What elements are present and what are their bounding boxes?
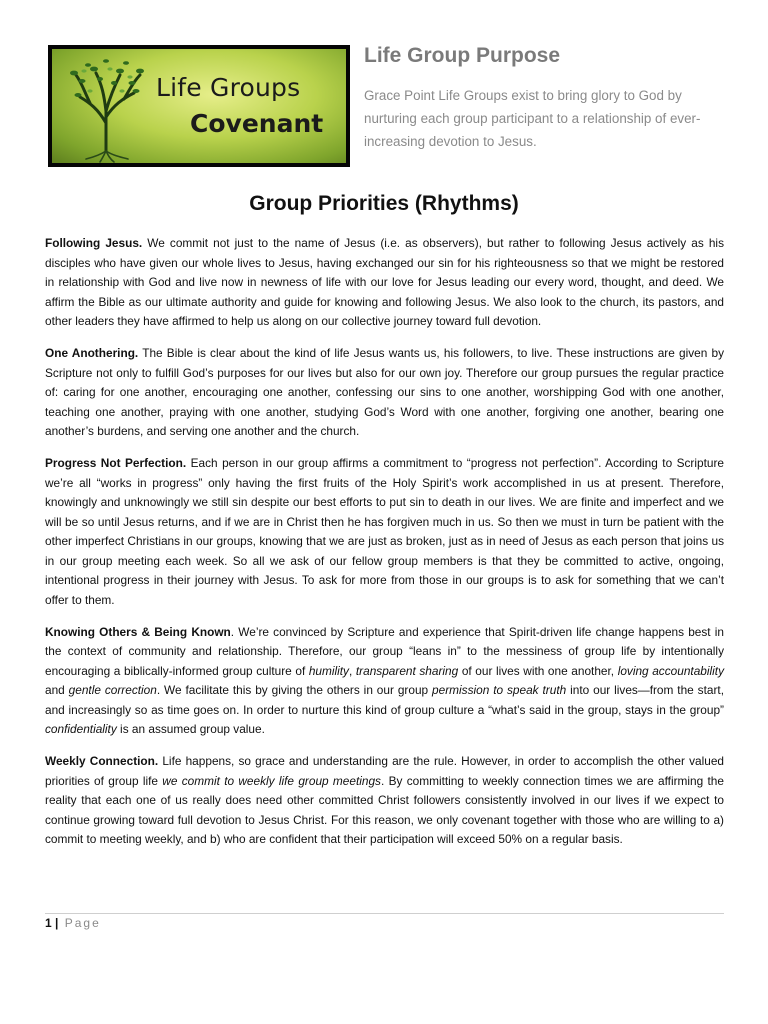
life-groups-covenant-logo xyxy=(48,45,350,167)
body-text: . By committing to weekly connection times we are affirming the reality that each one of us really does need other committed Christ followers consistently involved in our lives if we expect to continue growing toward full devotion to Jesus Christ. For this reason, we only covenant together with those who are willing to a) commit to meeting weekly, and b) who are confident that their participation will exceed 50% on a regular basis. xyxy=(45,773,724,846)
purpose-text: Grace Point Life Groups exist to bring glory to God by nurturing each group participant to a relationship of ever-increasing devotion to Jesus. xyxy=(364,88,701,149)
body-text: . We’re convinced by Scripture and experience that Spirit-driven life change happens best in the context of community and relationship. Therefore, our group “leans in” to the messiness of group life by intentionally encouraging a biblically-informed group culture of xyxy=(45,624,724,678)
page-number: 1 xyxy=(45,916,52,930)
emphasis-text: permission to speak truth xyxy=(432,683,567,697)
logo-line-1: Life Groups xyxy=(156,73,301,102)
priority-paragraph xyxy=(45,454,724,610)
body-text: , xyxy=(348,663,356,678)
footer-separator: | xyxy=(55,916,59,930)
footer-divider xyxy=(45,913,724,914)
purpose-title: Life Group Purpose xyxy=(364,44,561,67)
priorities-content xyxy=(45,234,724,862)
page-label: Page xyxy=(64,916,101,930)
logo-background xyxy=(52,49,346,163)
priority-paragraph xyxy=(45,623,724,740)
body-text: Each person in our group affirms a commitment to “progress not perfection”. According to Scripture we’re all “works in progress” only having the first fruits of the Holy Spirit’s work accomplished in us at present. Therefore, knowingly and unknowingly we still sin despite our best efforts to put sin to death in our lives. We are finite and imperfect and we will be so until Jesus returns, and if we are in Christ then he has forgiven much in us. So then we must in turn be patient with the other imperfect Christians in our groups, knowing that we are just as broken, just as in need of Jesus as each person that joins us in our group meeting each week. So all we ask of our fellow group members is that they be committed to active, ongoing, intentional progress in their journey with Jesus. To ask for more from those in our groups is to ask for something that we can’t offer to them. xyxy=(45,456,724,607)
emphasis-text: transparent sharing xyxy=(355,663,459,678)
emphasis-text: loving accountability xyxy=(617,663,724,678)
tree-icon xyxy=(60,51,152,163)
emphasis-text: humility xyxy=(308,663,349,678)
priority-heading: One Anothering. xyxy=(45,346,139,360)
page-footer xyxy=(45,916,101,930)
priority-paragraph xyxy=(45,344,724,442)
priority-heading: Weekly Connection. xyxy=(45,754,159,768)
priority-heading: Knowing Others & Being Known xyxy=(45,624,231,639)
body-text: Life happens, so grace and understanding are the rule. However, in order to accomplish the other valued priorities of group life xyxy=(45,754,724,788)
priority-body xyxy=(45,625,724,737)
body-text: is an assumed group value. xyxy=(116,722,265,736)
body-text: and xyxy=(45,683,69,697)
priority-body xyxy=(45,456,724,607)
section-title: Group Priorities (Rhythms) xyxy=(249,192,519,215)
body-text: The Bible is clear about the kind of life Jesus wants us, his followers, to live. These instructions are given by Scripture not only to fulfill God’s purposes for our lives but also for our own joy. Therefore our group pursues the regular practice of: caring for one another, encouraging one another, confessing our sins to one another, worshipping God with one another, teaching one another, praying with one another, studying God’s Word with one another, forgiving one another, bearing one another’s burdens, and serving one another and the church. xyxy=(45,346,724,438)
emphasis-text: gentle correction xyxy=(68,683,157,697)
priority-paragraph xyxy=(45,752,724,850)
priority-paragraph xyxy=(45,234,724,332)
emphasis-text: we commit to weekly life group meetings xyxy=(162,773,381,788)
body-text: into our lives—from the start, and increasingly so as time goes on. In order to nurture this kind of group culture a “what’s said in the group, stays in the group” xyxy=(45,683,724,717)
emphasis-text: confidentiality xyxy=(45,722,117,736)
body-text: . We facilitate this by giving the others in our group xyxy=(156,683,433,697)
priority-body xyxy=(45,346,724,438)
body-text: of our lives with one another, xyxy=(458,663,618,678)
priority-heading: Progress Not Perfection. xyxy=(45,456,187,470)
body-text: We commit not just to the name of Jesus (i.e. as observers), but rather to following Jesus actively as his disciples who have given our whole lives to Jesus, having exchanged our sin for his righteousness so that we might be restored in relationship with God and live now in newness of life with our love for Jesus leading our every word, thought, and deed. We affirm the Bible as our ultimate authority and guide for knowing and following Jesus. We also look to the church, its pastors, and other leaders they have affirmed to help us along on our collective journey toward full devotion. xyxy=(45,236,724,328)
priority-heading: Following Jesus. xyxy=(45,236,143,250)
priority-body xyxy=(45,236,724,328)
logo-line-2: Covenant xyxy=(190,109,324,138)
